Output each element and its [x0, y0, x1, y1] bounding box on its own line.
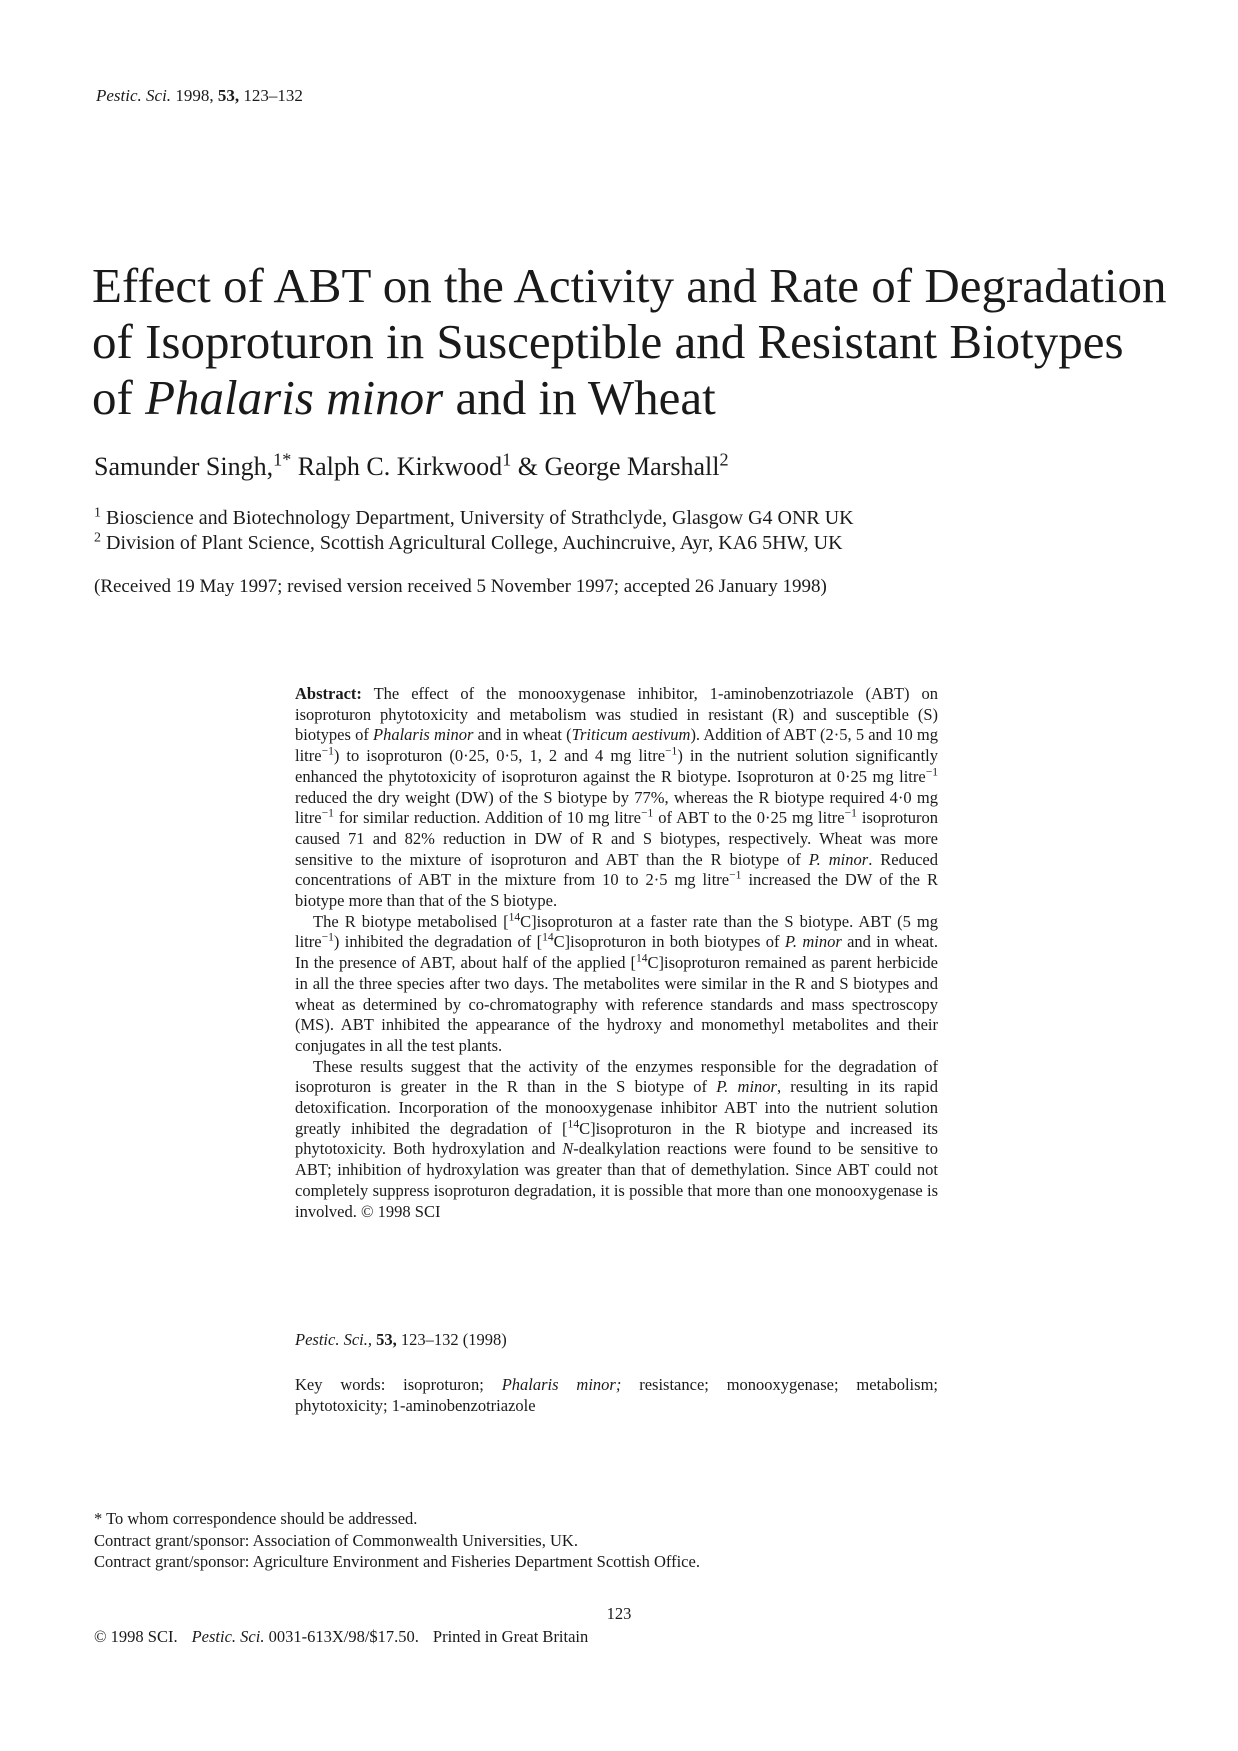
abstract [295, 684, 938, 1222]
abstract-paragraph: Abstract: The effect of the monooxygenase inhibitor, 1-aminobenzotriazole (ABT) on isoproturon phytotoxicity and metabolism was studied in resistant (R) and susceptible (S) biotypes of Phalaris minor and in wheat (Triticum aestivum). Addition of ABT (2·5, 5 and 10 mg litre$^{-1}$) to isoproturon (0·25, 0·5, 1, 2 and 4 mg litre$^{-1}$) in the nutrient solution significantly enhanced the phytotoxicity of isoproturon against the R biotype. Isoproturon at 0·25 mg litre$^{-1}$ reduced the dry weight (DW) of the S biotype by 77%, whereas the R biotype required 4·0 mg litre$^{-1}$ for similar reduction. Addition of 10 mg litre$^{-1}$ of ABT to the 0·25 mg litre$^{-1}$ isoproturon caused 71 and 82% reduction in DW of R and S biotypes, respectively. Wheat was more sensitive to the mixture of isoproturon and ABT than the R biotype of P. minor. Reduced concentrations of ABT in the mixture from 10 to 2·5 mg litre$^{-1}$ increased the DW of the R biotype more than that of the S biotype. [295, 684, 938, 911]
keywords-list: resistance; monooxygenase; metabolism; phytotoxicity; 1-aminobenzotriazole [295, 1375, 938, 1415]
article-title [92, 258, 1172, 426]
abstract-paragraph: These results suggest that the activity of the enzymes responsible for the degradation of isoproturon is greater in the R than in the S biotype of P. minor, resulting in its rapid detoxification. Incorporation of the monooxygenase inhibitor ABT into the nutrient solution greatly inhibited the degradation of [$^{14}$C]isoproturon in the R biotype and increased its phytotoxicity. Both hydroxylation and N-dealkylation reactions were found to be sensitive to ABT; inhibition of hydroxylation was greater than that of demethylation. Since ABT could not completely suppress isoproturon degradation, it is possible that more than one monooxygenase is involved. © 1998 SCI [295, 1056, 938, 1221]
author-affil-mark: 1 [502, 449, 512, 470]
affiliations [94, 506, 854, 556]
received-dates: (Received 19 May 1997; revised version received 5 November 1997; accepted 26 January 1998) [94, 576, 827, 597]
journal-year: 1998, [175, 86, 214, 105]
affiliation-text: Division of Plant Science, Scottish Agricultural College, Auchincruive, Ayr, KA6 5HW, UK [101, 532, 843, 554]
footer-printed: Printed in Great Britain [432, 1627, 589, 1646]
affiliation-text: Bioscience and Biotechnology Department, University of Strathclyde, Glasgow G4 ONR UK [101, 507, 854, 529]
affiliation-number: 2 [94, 530, 101, 546]
footnotes [94, 1508, 700, 1573]
affiliation-number: 1 [94, 505, 101, 521]
title-text-end: and in Wheat [443, 370, 716, 425]
affiliation [94, 531, 854, 556]
abstract-label: Abstract: [295, 684, 362, 703]
footer-journal: Pestic. Sci. [191, 1627, 265, 1646]
page-footer [94, 1627, 588, 1647]
author-name: Ralph C. Kirkwood [291, 452, 503, 481]
footnote-sponsor: Contract grant/sponsor: Agriculture Environment and Fisheries Department Scottish Office. [94, 1552, 700, 1571]
author-name: Samunder Singh, [94, 452, 274, 481]
journal-pages: 123–132 [243, 86, 303, 105]
author-affil-mark: 2 [719, 449, 729, 470]
title-species: Phalaris minor [145, 370, 444, 425]
affiliation [94, 506, 854, 531]
title-text: Effect of ABT on the Activity and Rate of Degradation of Isoproturon in Susceptible and Resistant Biotypes of [92, 258, 1167, 425]
keywords [295, 1374, 938, 1416]
keywords-label: Key words: isoproturon; [295, 1375, 502, 1394]
journal-name: Pestic. Sci. [96, 86, 172, 105]
keyword-species: Phalaris minor; [501, 1375, 622, 1394]
abstract-paragraph: The R biotype metabolised [$^{14}$C]isoproturon at a faster rate than the S biotype. ABT (5 mg litre$^{-1}$) inhibited the degradation of [$^{14}$C]isoproturon in both biotypes of P. minor and in wheat. In the presence of ABT, about half of the applied [$^{14}$C]isoproturon remained as parent herbicide in all the three species after two days. The metabolites were similar in the R and S biotypes and wheat as determined by co-chromatography with reference standards and mass spectroscopy (MS). ABT inhibited the appearance of the hydroxy and monomethyl metabolites and their conjugates in all the test plants. [295, 911, 939, 1055]
journal-volume: 53, [217, 86, 240, 105]
journal-reference [96, 86, 303, 106]
footnote-sponsor: Contract grant/sponsor: Association of Commonwealth Universities, UK. [94, 1530, 578, 1550]
citation-pages: 123–132 (1998) [396, 1330, 507, 1349]
citation-volume: 53, [376, 1330, 397, 1349]
author-list [94, 449, 729, 482]
author-affil-mark: 1* [273, 449, 292, 470]
footer-copyright: © 1998 SCI. [94, 1627, 178, 1646]
citation-journal: Pestic. Sci., [295, 1330, 372, 1349]
footer-issn: 0031-613X/98/$17.50. [264, 1627, 419, 1646]
citation-line [295, 1330, 507, 1350]
footnote-correspondence: * To whom correspondence should be addressed. [94, 1509, 418, 1528]
page-number: 123 [606, 1604, 632, 1623]
author-name: & George Marshall [511, 452, 720, 481]
